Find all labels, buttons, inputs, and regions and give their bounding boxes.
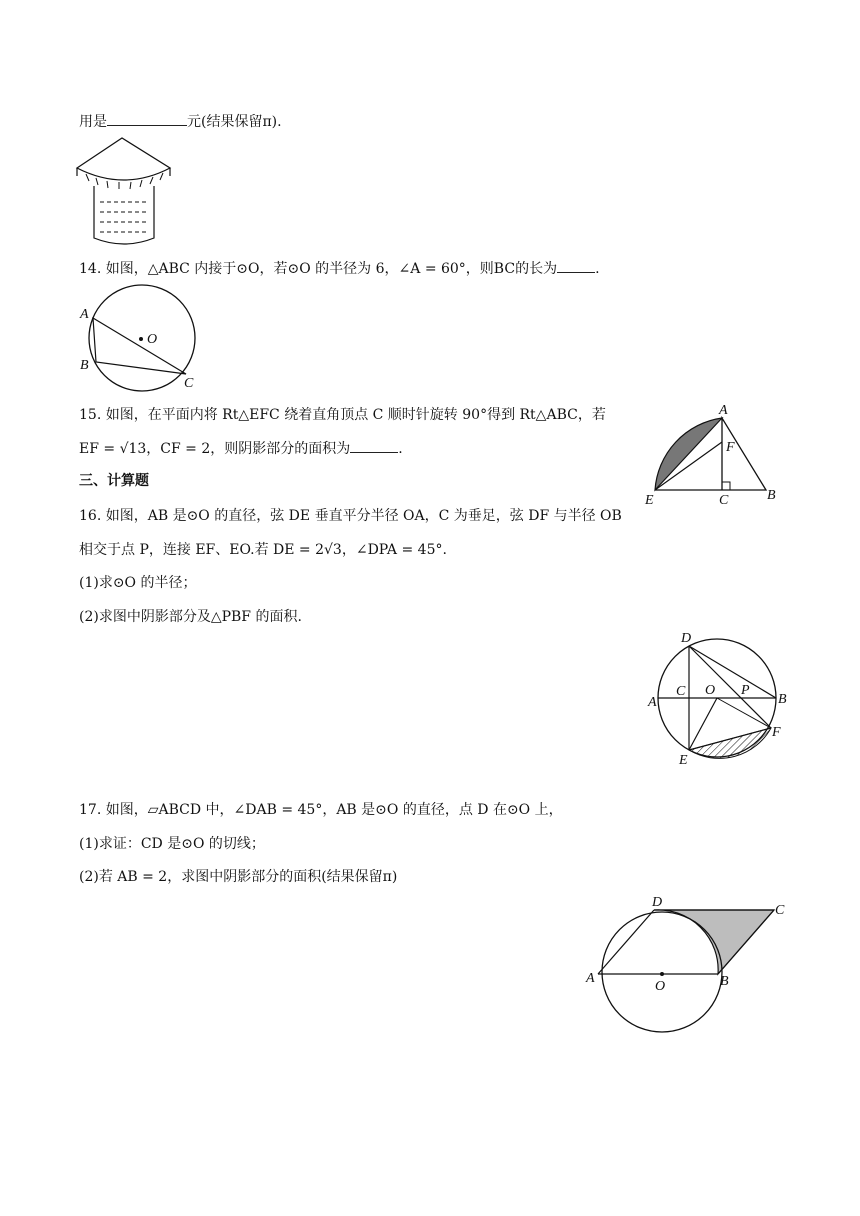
q16-label-b: B: [778, 692, 787, 707]
q15-label-b: B: [767, 488, 776, 503]
q14-label-b: B: [80, 358, 89, 373]
q16-figure: [645, 628, 795, 768]
q14-figure: [78, 284, 208, 396]
section-heading: 三、计算题: [79, 473, 149, 489]
q17-figure: [582, 890, 792, 1038]
q17-line1: 17. 如图，▱ABCD 中，∠DAB = 45°，AB 是⊙O 的直径，点 D 在⊙O 上，: [79, 802, 563, 818]
q14-label-a: A: [80, 307, 89, 322]
q17-label-b: B: [720, 974, 729, 989]
q16-label-d: D: [681, 631, 692, 646]
q16-label-f: F: [772, 725, 781, 740]
q13-text-after: 元(结果保留π).: [187, 114, 282, 130]
q16-line1: 16. 如图，AB 是⊙O 的直径，弦 DE 垂直平分半径 OA，C 为垂足，弦 DF 与半径 OB: [79, 508, 622, 524]
q17-label-c: C: [775, 903, 785, 918]
q13-answer-blank[interactable]: [107, 125, 187, 126]
q16-part1: (1)求⊙O 的半径；: [79, 575, 197, 591]
q17-part1: (1)求证：CD 是⊙O 的切线；: [79, 836, 265, 852]
q14-end: .: [595, 261, 600, 277]
q15-line1: 15. 如图，在平面内将 Rt△EFC 绕着直角顶点 C 顺时针旋转 90°得到 Rt△ABC，若: [79, 407, 606, 423]
q13-answer-line: [79, 113, 282, 131]
q16-part2: (2)求图中阴影部分及△PBF 的面积.: [79, 609, 302, 625]
q15-answer-blank[interactable]: [350, 452, 398, 453]
q17-part2: (2)若 AB = 2，求图中阴影部分的面积(结果保留π): [79, 869, 398, 885]
q16-label-a: A: [648, 695, 657, 710]
q14-answer-blank[interactable]: [557, 272, 595, 273]
q16-label-e: E: [679, 753, 688, 768]
q14-label-o: O: [147, 332, 158, 347]
q14-question: [79, 260, 600, 278]
q14-label-c: C: [184, 376, 194, 391]
q15-label-c: C: [719, 493, 729, 508]
q16-label-c: C: [676, 684, 686, 699]
q16-line2: 相交于点 P，连接 EF、EO.若 DE = 2√3，∠DPA = 45°.: [79, 542, 447, 558]
q15-label-f: F: [726, 440, 735, 455]
q17-label-o: O: [655, 979, 666, 994]
q13-text-before: 用是: [79, 114, 107, 130]
q15-end: .: [398, 441, 403, 457]
q14-text: 14. 如图，△ABC 内接于⊙O，若⊙O 的半径为 6，∠A = 60°，则BC的长为: [79, 261, 558, 277]
q17-label-d: D: [652, 895, 663, 910]
q15-label-e: E: [645, 493, 654, 508]
q13-figure: [74, 136, 174, 250]
q16-label-p: P: [741, 683, 750, 698]
q17-label-a: A: [586, 971, 595, 986]
q15-line2: [79, 440, 403, 458]
q15-figure: [642, 400, 782, 510]
q15-label-a: A: [719, 403, 728, 418]
q16-label-o: O: [705, 683, 716, 698]
q15-text: EF = √13，CF = 2，则阴影部分的面积为: [79, 441, 351, 457]
